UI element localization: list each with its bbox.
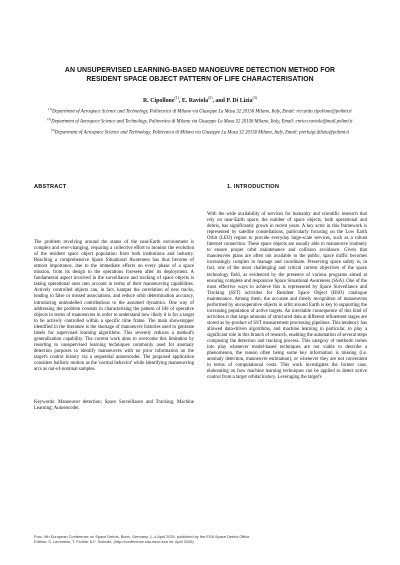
- paper-title-line-1: AN UNSUPERVISED LEARNING-BASED MANOEUVRE DETECTION METHOD FOR: [64, 67, 336, 74]
- abstract-body: The problem revolving around the status of the near-Earth environment is complex and ever-changing, requiring a collective effort to monitor the evolution of the resident space object population from both institutions and industry. Reaching a comprehensive Space Situational Awareness has thus become of utmost importance, due to the immediate effects on every phase of a space mission, from its design to the operations foreseen after its deployment. A fundamental aspect involved in the surveillance and tracking of space objects is taking operational ones into account in terms of their manoeuvring capabilities. Actively controlled objects can, in fact, hamper the correlation of new tracks, leading to false or missed associations, and reduce orbit determination accuracy, introducing unmodelled contributions to the assumed dynamics. One way of addressing the problem consists in characterising the pattern of life of operative objects in terms of manoeuvres in order to understand how likely it is for a target to be actively controlled within a specific time frame. The main showstopper identified in the literature is the shortage of manoeuvre histories used to generate labels for supervised learning algorithms. This severely reduces a method's generalization capability. The current work aims to overcome this limitation by resorting to unsupervised learning techniques commonly used for anomaly detection purposes to identify manoeuvres with no prior information on the target's control history via a sequential autoencoder. The proposed application considers ballistic motion as the 'normal behavior' while identifying manoeuvring arcs as out-of-nominal samples.: [34, 240, 194, 373]
- introduction-body: With the wide availability of services for humanity and scientific research that rely on near-Earth space, the number of space objects, both operational and debris, has significantly grown in recent years. A key actor in this framework is represented by satellite constellations, particularly focusing on the Low Earth Orbit (LEO) region to provide everyday large-scale services, such as a robust Internet connection. These space objects are usually able to manoeuvre routinely to ensure proper orbit maintenance and collision avoidance. Given that manoeuvres plans are often not available to the public, space traffic becomes increasingly complex to manage and coordinate. Preserving space safety is, in fact, one of the most challenging and critical current objectives of the space technology field, as evidenced by the presence of various programs aimed at ensuring complete and responsive Space Situational Awareness (SSA). One of the most effective ways to achieve this is represented by Space Surveillance and Tracking (SST) activities for Resident Space Object (RSO) catalogue maintenance. Among them, the accurate and timely recognition of manoeuvres performed by uncooperative objects in orbit around Earth is key to supporting the increasing population of active targets. An inevitable consequence of this kind of activities is that large amounts of structured data at different refinement stages are stored as by-product of SST measurement processing pipelines. This tendency has allowed data-driven algorithms, and machine learning in particular, to play a significant role in this branch of research, enabling the automation of several steps composing the detection and tracking process. This category of methods comes into play whenever model-based techniques are not viable to describe a phenomenon, the reason often being some key information is missing (i.e. anomaly detection, manoeuvre estimation), or whenever they are not convenient in terms of computational costs. This work investigates the former case, elaborating on how machine learning techniques can be applied to detect active control from a target orbital history. Leveraging the target's: [207, 212, 367, 381]
- affiliation-list: [16, 107, 384, 138]
- affiliation-text: Department of Aerospace Science and Technology, Politecnico di Milano via Giuseppe La Masa 32 20156 Milano, Italy, Email: enrico.raviola@mail.polimi.it: [51, 120, 353, 126]
- keywords: Keywords: Manoeuver detection; Space Surveillance and Tracking; Machine Learning; Autoencoder.: [34, 400, 194, 412]
- author-affiliation-mark: (1): [174, 96, 179, 100]
- affiliation-mark: (2): [47, 117, 52, 122]
- paper-title-line-2: RESIDENT SPACE OBJECT PATTERN OF LIFE CHARACTERISATION: [86, 75, 314, 83]
- affiliation-mark: (1): [48, 107, 53, 111]
- author-name: E. Raviola: [181, 97, 209, 104]
- footer-line-1: Proc. 9th European Conference on Space Debris, Bonn, Germany, 1–4 April 2025, published by the ESA Space Debris Office: [34, 534, 250, 539]
- affiliation-text: Department of Aerospace Science and Technology, Politecnico di Milano via Giuseppe La Masa 32 20156 Milano, Italy, Email: pierluigi.dilizia@polimi.it: [54, 130, 349, 136]
- affiliation: [16, 107, 384, 115]
- affiliation-mark: (3): [51, 127, 55, 132]
- affiliation: [16, 128, 384, 136]
- author-separator: , and: [212, 97, 227, 104]
- author-separator: ,: [178, 97, 182, 104]
- author-name: R. Cipollone: [143, 97, 175, 104]
- footer-line-2: Editors: S. Lemmens, T. Flohrer & F. Schmitz, (http://conference.sdo.esoc.esa.int, April 2025): [34, 539, 194, 544]
- author-name: P. Di Lizia: [226, 97, 253, 104]
- proceedings-footer: [34, 534, 374, 544]
- affiliation-text: Department of Aerospace Science and Technology, Politecnico di Milano via Giuseppe La Masa 32 20156 Milano, Italy, Email: riccardo.cipollone@polimi.it: [52, 109, 352, 115]
- paper-title: [30, 67, 370, 84]
- author-affiliation-mark: (2): [208, 96, 213, 100]
- abstract-heading: ABSTRACT: [34, 184, 67, 190]
- author-list: [30, 96, 370, 104]
- abstract-column: [34, 184, 194, 412]
- introduction-heading: 1. INTRODUCTION: [227, 184, 280, 190]
- affiliation: [16, 117, 384, 125]
- author-affiliation-mark: (3): [252, 96, 257, 100]
- introduction-column: [207, 184, 367, 381]
